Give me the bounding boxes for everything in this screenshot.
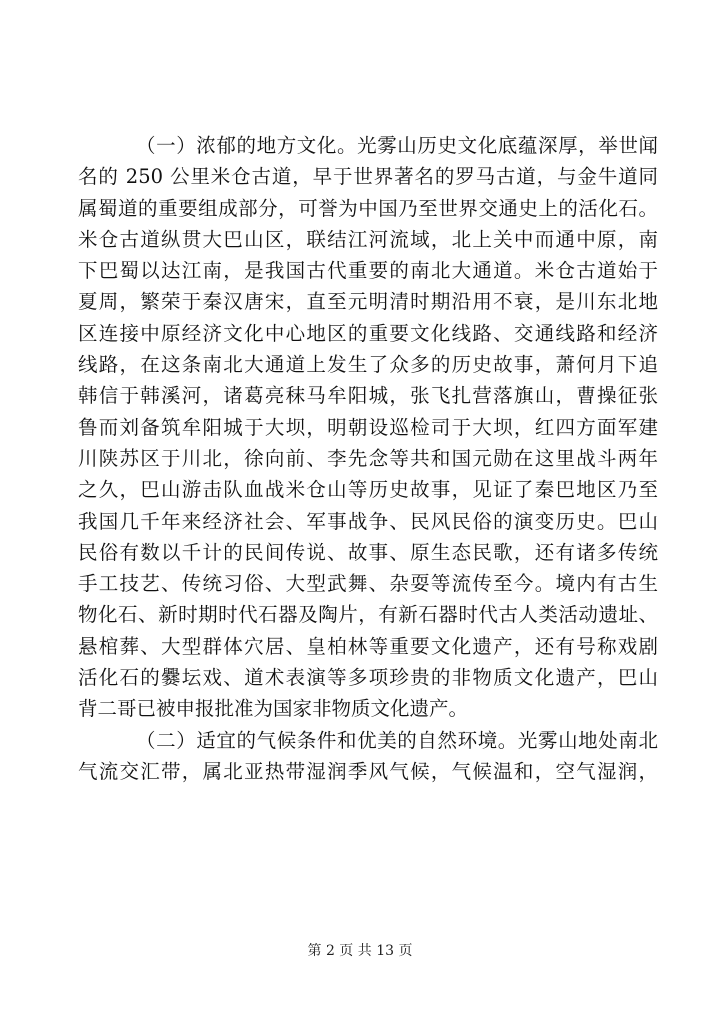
paragraph-1-line-7: 区连接中原经济文化中心地区的重要文化线路、交通线路和经济 <box>78 321 658 345</box>
paragraph-1-line-6: 夏周，繁荣于秦汉唐宋，直至元明清时期沿用不衰，是川东北地 <box>78 290 658 314</box>
paragraph-1-line-17: 悬棺葬、大型群体穴居、皇柏林等重要文化遗产，还有号称戏剧 <box>78 634 658 658</box>
paragraph-1-line-8: 线路，在这条南北大通道上发生了众多的历史故事，萧何月下追 <box>78 353 658 377</box>
paragraph-1-line-3: 属蜀道的重要组成部分，可誉为中国乃至世界交通史上的活化石。 <box>78 196 658 220</box>
paragraph-1-line-11: 川陕苏区于川北，徐向前、李先念等共和国元勋在这里战斗两年 <box>78 446 658 470</box>
paragraph-1-line-1: （一）浓郁的地方文化。光雾山历史文化底蕴深厚，举世闻 <box>136 134 658 157</box>
paragraph-1-line-2: 名的 250 公里米仓古道，早于世界著名的罗马古道，与金牛道同 <box>78 165 658 189</box>
paragraph-1-line-15: 手工技艺、传统习俗、大型武舞、杂耍等流传至今。境内有古生 <box>78 572 658 596</box>
paragraph-1-line-18: 活化石的爨坛戏、道术表演等多项珍贵的非物质文化遗产，巴山 <box>78 666 658 690</box>
paragraph-2-line-2: 气流交汇带，属北亚热带湿润季风气候，气候温和，空气湿润， <box>78 759 658 783</box>
paragraph-1-line-16: 物化石、新时期时代石器及陶片，有新石器时代古人类活动遗址、 <box>78 603 658 627</box>
paragraph-2-line-1: （二）适宜的气候条件和优美的自然环境。光雾山地处南北 <box>136 728 658 752</box>
paragraph-1-line-19: 背二哥已被申报批准为国家非物质文化遗产。 <box>78 697 469 721</box>
page-number-footer: 第 2 页 共 13 页 <box>307 943 413 959</box>
paragraph-1-line-4: 米仓古道纵贯大巴山区，联结江河流域，北上关中而通中原，南 <box>78 227 658 251</box>
paragraph-1-line-9: 韩信于韩溪河，诸葛亮秣马牟阳城，张飞扎营落旗山，曹操征张 <box>78 384 658 408</box>
paragraph-1-line-13: 我国几千年来经济社会、军事战争、民风民俗的演变历史。巴山 <box>78 509 658 533</box>
body-text <box>78 130 658 787</box>
paragraph-1-line-5: 下巴蜀以达江南，是我国古代重要的南北大通道。米仓古道始于 <box>78 259 658 283</box>
paragraph-1-line-12: 之久，巴山游击队血战米仓山等历史故事，见证了秦巴地区乃至 <box>78 478 658 502</box>
paragraph-1-line-10: 鲁而刘备筑牟阳城于大坝，明朝设巡检司于大坝，红四方面军建 <box>78 415 658 439</box>
paragraph-1-line-14: 民俗有数以千计的民间传说、故事、原生态民歌，还有诸多传统 <box>78 540 658 564</box>
